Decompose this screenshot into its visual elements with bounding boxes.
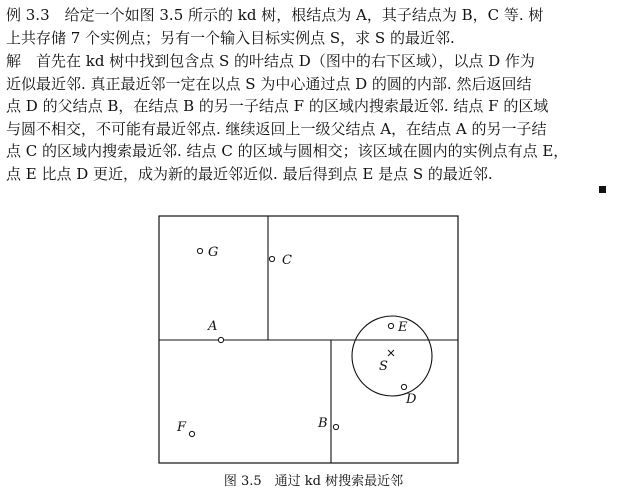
solution-line-4: 与圆不相交，不可能有最近邻点. 继续返回上一级父结点 A，在结点 A 的另一子结 [6, 119, 547, 138]
label-c: C [282, 253, 292, 268]
solution-line-2: 近似最近邻. 真正最近邻一定在以点 S 为中心通过点 D 的圆的内部. 然后返回结 [6, 74, 532, 93]
label-d: D [406, 392, 417, 407]
point-a [218, 337, 223, 342]
point-f [189, 431, 194, 436]
label-g: G [208, 245, 219, 260]
solution-line-1: 解 首先在 kd 树中找到包含点 S 的叶结点 D（图中的右下区域），以点 D 作为 [6, 52, 535, 70]
example-line-2: 上共存储 7 个实例点；另有一个输入目标实例点 S，求 S 的最近邻. [6, 28, 455, 47]
point-e [388, 323, 393, 328]
solution-line-3: 点 D 的父结点 B，在结点 B 的另一子结点 F 的区域内搜索最近邻. 结点 F 的区域 [6, 97, 549, 115]
solution-line-6: 点 E 比点 D 更近，成为新的最近邻近似. 最后得到点 E 是点 S 的最近邻. [6, 164, 493, 183]
label-a: A [208, 319, 218, 334]
figure-caption: 图 3.5 通过 kd 树搜索最近邻 [223, 474, 404, 489]
example-line-1: 例 3.3 给定一个如图 3.5 所示的 kd 树，根结点为 A，其子结点为 B，C 等. 树 [6, 6, 544, 24]
label-e: E [398, 320, 408, 335]
point-c [269, 256, 274, 261]
label-s: S [379, 359, 388, 374]
label-f: F [177, 420, 187, 435]
point-b [333, 424, 338, 429]
label-b: B [318, 416, 328, 431]
solution-line-5: 点 C 的区域内搜索最近邻. 结点 C 的区域与圆相交；该区域在圆内的实例点有点 E， [6, 142, 569, 160]
point-d [401, 384, 406, 389]
point-g [197, 248, 202, 253]
point-s-marker [388, 350, 394, 356]
